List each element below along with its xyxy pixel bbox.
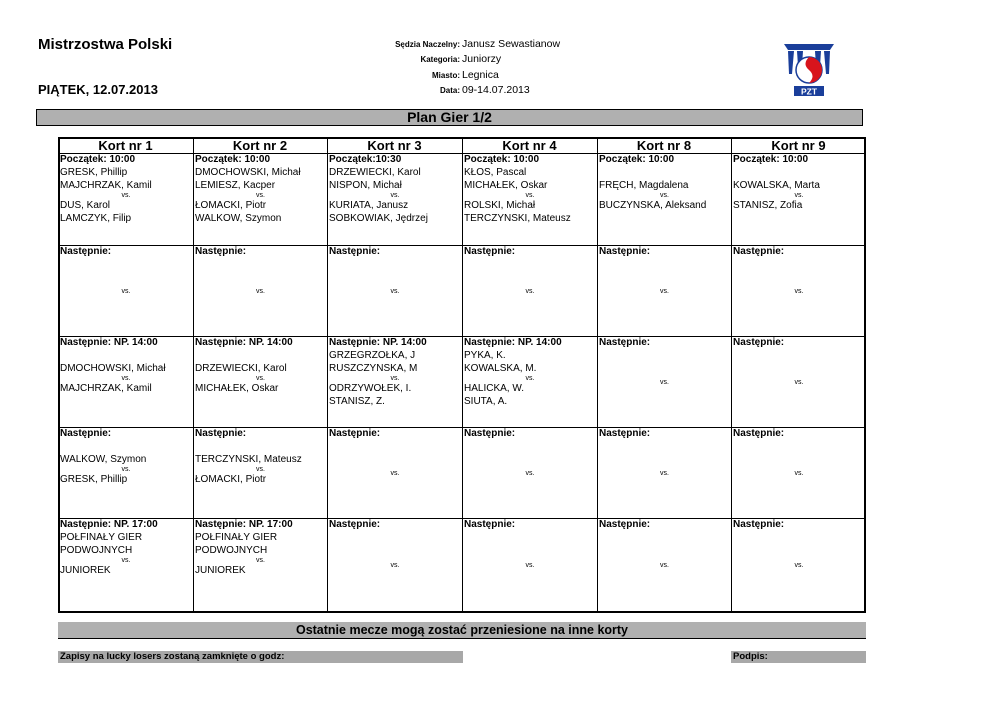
match-start-label: Początek:10:30: [329, 154, 402, 165]
match-cell: [195, 337, 326, 426]
column-divider: [731, 137, 732, 611]
player-name: STANISZ, Z.: [329, 396, 385, 408]
player-name: PODWOJNYCH: [195, 544, 268, 556]
match-start-label: Następnie:: [329, 246, 381, 257]
match-start-label: Początek: 10:00: [195, 154, 271, 165]
match-cell: [60, 337, 192, 426]
vs-label: vs.: [794, 561, 804, 569]
day-date: PIĄTEK, 12.07.2013: [38, 82, 158, 97]
match-cell: [464, 246, 596, 335]
player-name: TERCZYNSKI, Mateusz: [195, 453, 302, 465]
player-name: HALICKA, W.: [464, 383, 525, 395]
player-name: KURIATA, Janusz: [329, 200, 409, 212]
player-name: [60, 578, 192, 591]
match-cell: [60, 428, 192, 517]
info-label: Data:: [439, 86, 460, 95]
player-name: ODRZYWOŁEK, I.: [329, 383, 412, 395]
match-cell: [599, 154, 730, 244]
match-start-label: Następnie: NP. 14:00: [464, 337, 562, 348]
court-header: Kort nr 8: [636, 138, 692, 153]
info-row-category: [300, 53, 600, 68]
player-name: MAJCHRZAK, Kamil: [60, 179, 152, 191]
player-name: POŁFINAŁY GIER: [195, 531, 278, 543]
info-value: Legnica: [462, 69, 499, 81]
match-cell: [195, 519, 326, 610]
vs-label: vs.: [660, 469, 669, 477]
match-cell: [733, 428, 865, 517]
plan-title-bar: Plan Gier 1/2: [36, 109, 863, 126]
info-label: Kategoria:: [420, 55, 460, 64]
match-start-label: Następnie: NP. 14:00: [195, 337, 293, 348]
logo-text: PZT: [800, 86, 818, 97]
player-name: [60, 441, 192, 454]
match-cell: [599, 519, 730, 610]
player-name: GRZEGRZOŁKA, J: [329, 349, 416, 361]
player-name: DUS, Karol: [60, 200, 111, 212]
vs-label: vs.: [660, 378, 669, 386]
column-divider: [462, 137, 463, 611]
player-name: MICHAŁEK, Oskar: [195, 383, 279, 395]
player-name: KOWALSKA, Marta: [733, 179, 820, 191]
match-cell: [733, 154, 865, 244]
vs-label: vs.: [390, 192, 400, 200]
match-cell: [60, 519, 192, 610]
player-name: PODWOJNYCH: [60, 544, 133, 556]
match-start-label: Następnie:: [599, 337, 651, 348]
player-name: MAJCHRZAK, Kamil: [60, 383, 152, 395]
match-cell: [464, 337, 596, 426]
match-cell: [329, 428, 461, 517]
player-name: DMOCHOWSKI, Michał: [60, 362, 166, 374]
match-cell: [329, 154, 461, 244]
match-start-label: Następnie:: [195, 428, 247, 439]
match-cell: [599, 246, 730, 335]
player-name: [599, 213, 730, 226]
vs-label: vs.: [525, 287, 535, 295]
vs-label: vs.: [390, 561, 400, 569]
vs-label: vs.: [390, 375, 400, 383]
match-cell: [733, 246, 865, 335]
vs-label: vs.: [660, 561, 669, 569]
vs-label: vs.: [794, 287, 804, 295]
player-name: LEMIESZ, Kacper: [195, 179, 276, 191]
vs-label: vs.: [121, 192, 131, 200]
match-cell: [195, 246, 326, 335]
player-name: DMOCHOWSKI, Michał: [195, 166, 301, 178]
court-header: Kort nr 3: [367, 138, 422, 153]
player-name: SIUTA, A.: [464, 396, 508, 408]
match-start-label: Początek: 10:00: [599, 154, 675, 165]
player-name: [195, 578, 326, 591]
reschedule-note: Ostatnie mecze mogą zostać przeniesione na inne korty: [58, 622, 866, 639]
match-start-label: Następnie:: [60, 428, 112, 439]
player-name: LAMCZYK, Filip: [60, 213, 132, 225]
info-row-referee: [300, 38, 600, 53]
match-start-label: Następnie: NP. 14:00: [60, 337, 158, 348]
player-name: STANISZ, Zofia: [733, 200, 803, 212]
pzt-logo: [780, 38, 838, 98]
player-name: PYKA, K.: [464, 349, 506, 361]
match-cell: [464, 428, 596, 517]
player-name: [60, 350, 192, 363]
match-start-label: Następnie:: [464, 246, 516, 257]
court-header: Kort nr 9: [771, 138, 826, 153]
player-name: RUSZCZYNSKA, M: [329, 362, 418, 374]
match-cell: [733, 519, 865, 610]
info-value: 09-14.07.2013: [462, 84, 530, 96]
info-row-city: [300, 69, 600, 84]
match-cell: [195, 428, 326, 517]
player-name: WALKOW, Szymon: [60, 453, 147, 465]
match-cell: [60, 246, 192, 335]
player-name: TERCZYNSKI, Mateusz: [464, 213, 571, 225]
tournament-title: Mistrzostwa Polski: [38, 36, 173, 53]
match-cell: [599, 428, 730, 517]
player-name: WALKOW, Szymon: [195, 213, 282, 225]
vs-label: vs.: [660, 192, 669, 200]
player-name: JUNIOREK: [195, 565, 246, 577]
court-header: Kort nr 4: [502, 138, 557, 153]
player-name: [195, 396, 326, 409]
column-divider: [193, 137, 194, 611]
column-divider: [597, 137, 598, 611]
info-label: Miasto:: [432, 71, 460, 80]
vs-label: vs.: [121, 287, 131, 295]
match-start-label: Początek: 10:00: [733, 154, 809, 165]
match-start-label: Następnie:: [195, 246, 247, 257]
player-name: [60, 487, 192, 500]
column-divider: [327, 137, 328, 611]
match-start-label: Następnie:: [733, 428, 785, 439]
vs-label: vs.: [256, 466, 265, 474]
court-header: Kort nr 1: [98, 138, 153, 153]
vs-label: vs.: [390, 469, 400, 477]
signature-field: Podpis:: [731, 651, 866, 663]
player-name: SOBKOWIAK, Jędrzej: [329, 213, 428, 225]
info-row-date: [300, 84, 600, 99]
player-name: GRESK, Phillip: [60, 474, 128, 486]
match-start-label: Początek: 10:00: [60, 154, 136, 165]
player-name: [195, 350, 326, 363]
match-start-label: Następnie:: [464, 428, 516, 439]
match-cell: [195, 154, 326, 244]
match-cell: [464, 154, 596, 244]
info-value: Janusz Sewastianow: [462, 38, 561, 50]
player-name: ŁOMACKI, Piotr: [195, 474, 267, 486]
player-name: FRĘCH, Magdalena: [599, 179, 689, 191]
vs-label: vs.: [525, 192, 535, 200]
player-name: MICHAŁEK, Oskar: [464, 179, 548, 191]
vs-label: vs.: [256, 287, 265, 295]
vs-label: vs.: [794, 469, 804, 477]
vs-label: vs.: [256, 192, 265, 200]
player-name: BUCZYNSKA, Aleksand: [599, 200, 707, 212]
player-name: GRESK, Phillip: [60, 166, 128, 178]
match-cell: [329, 246, 461, 335]
match-cell: [329, 337, 461, 426]
match-start-label: Następnie: NP. 17:00: [60, 519, 158, 530]
match-start-label: Następnie:: [464, 519, 516, 530]
match-start-label: Następnie:: [733, 337, 785, 348]
player-name: [733, 213, 865, 226]
match-cell: [60, 154, 192, 244]
match-cell: [329, 519, 461, 610]
player-name: [599, 167, 730, 180]
player-name: POŁFINAŁY GIER: [60, 531, 143, 543]
vs-label: vs.: [794, 192, 804, 200]
vs-label: vs.: [525, 375, 535, 383]
vs-label: vs.: [256, 557, 265, 565]
player-name: [733, 167, 865, 180]
player-name: [195, 441, 326, 454]
player-name: ŁOMACKI, Piotr: [195, 200, 267, 212]
match-start-label: Następnie:: [60, 246, 112, 257]
vs-label: vs.: [660, 287, 669, 295]
player-name: [195, 487, 326, 500]
vs-label: vs.: [256, 375, 265, 383]
match-start-label: Następnie:: [599, 428, 651, 439]
player-name: KOWALSKA, M.: [464, 362, 537, 374]
vs-label: vs.: [525, 561, 535, 569]
match-start-label: Następnie:: [599, 246, 651, 257]
player-name: [60, 396, 192, 409]
vs-label: vs.: [390, 287, 400, 295]
court-header: Kort nr 2: [232, 138, 288, 153]
match-start-label: Następnie:: [733, 246, 785, 257]
vs-label: vs.: [794, 378, 804, 386]
player-name: NISPON, Michał: [329, 179, 402, 191]
match-cell: [464, 519, 596, 610]
match-start-label: Następnie: NP. 17:00: [195, 519, 293, 530]
info-value: Juniorzy: [462, 53, 502, 65]
player-name: DRZEWIECKI, Karol: [329, 166, 421, 178]
vs-label: vs.: [121, 375, 131, 383]
match-start-label: Początek: 10:00: [464, 154, 540, 165]
player-name: KŁOS, Pascal: [464, 166, 527, 178]
match-cell: [599, 337, 730, 426]
match-start-label: Następnie:: [733, 519, 785, 530]
match-start-label: Następnie:: [329, 519, 381, 530]
player-name: DRZEWIECKI, Karol: [195, 362, 287, 374]
lucky-losers-note: Zapisy na lucky losers zostaną zamknięte o godz:: [58, 651, 463, 663]
vs-label: vs.: [121, 466, 131, 474]
player-name: JUNIOREK: [60, 565, 111, 577]
player-name: ROLSKI, Michał: [464, 200, 536, 212]
match-start-label: Następnie:: [599, 519, 651, 530]
match-cell: [733, 337, 865, 426]
vs-label: vs.: [525, 469, 535, 477]
vs-label: vs.: [121, 557, 131, 565]
info-label: Sędzia Naczelny:: [395, 40, 460, 49]
match-start-label: Następnie:: [329, 428, 381, 439]
match-start-label: Następnie: NP. 14:00: [329, 337, 427, 348]
